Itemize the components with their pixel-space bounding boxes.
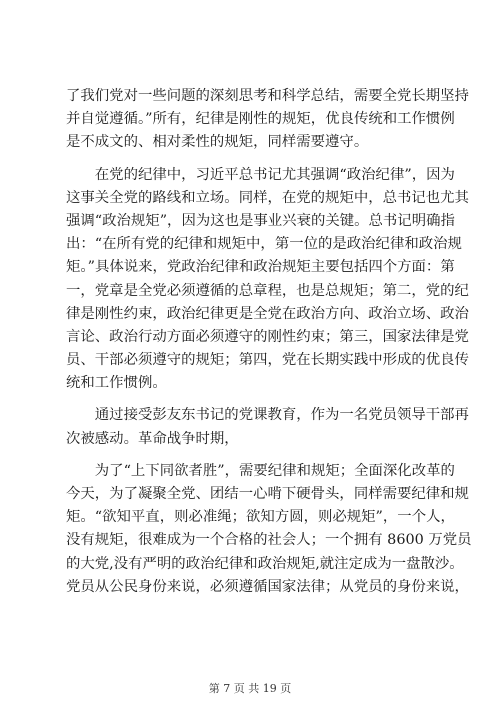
text-line: 这事关全党的路线和立场。同样，在党的规矩中，总书记也尤其 [66,189,469,206]
page-footer: 第 7 页 共 19 页 [208,682,292,695]
paragraph-spacer [66,155,444,164]
text-line: 出：“在所有党的纪律和规矩中，第一位的是政治纪律和政治规 [66,236,462,253]
text-line: 党员从公民身份来说，必须遵循国家法律；从党员的身份来说， [66,578,469,595]
text-line: 矩。“欲知平直，则必准绳；欲知方圆，则必规矩”，一个人， [66,509,455,526]
text-line: 今天，为了凝聚全党、团结一心啃下硬骨头，同样需要纪律和规 [66,486,469,502]
text-line: 是不成文的、相对柔性的规矩，同样需要遵守。 [66,134,369,151]
text-line: 为了“上下同欲者胜”，需要纪律和规矩；全面深化改革的 [66,462,455,479]
text-line: 的大党,没有严明的政治纪律和政治规矩,就注定成为一盘散沙。 [66,555,464,572]
text-line: 员、干部必须遵守的规矩；第四，党在长期实践中形成的优良传 [66,352,469,369]
text-line: 没有规矩，很难成为一个合格的社会人；一个拥有 8600 万党员 [66,532,472,549]
text-line: 通过接受彭友东书记的党课教育，作为一名党员领导干部再 [66,407,469,424]
paragraph-4 [66,460,472,599]
text-line: 统和工作惯例。 [66,375,167,392]
paragraph-2 [66,164,469,396]
text-line: 了我们党对一些问题的深刻思考和科学总结，需要全党长期坚持 [66,88,469,104]
text-line: 一，党章是全党必须遵循的总章程，也是总规矩；第二，党的纪 [66,282,469,299]
text-line: 律是刚性约束，政治纪律更是全党在政治方向、政治立场、政治 [66,305,469,322]
paragraph-spacer [66,395,444,404]
body-text [66,85,472,599]
text-line: 言论、政治行动方面必须遵守的刚性约束；第三，国家法律是党 [66,328,469,345]
paragraph-1 [66,85,469,155]
text-line: 在党的纪律中，习近平总书记尤其强调“政治纪律”，因为 [66,166,455,183]
text-line: 并自觉遵循。”所有，纪律是刚性的规矩，优良传统和工作惯例 [66,111,455,128]
paragraph-3 [66,404,469,450]
text-line: 矩。”具体说来，党政治纪律和政治规矩主要包括四个方面：第 [66,259,455,276]
paragraph-spacer [66,451,444,460]
text-line: 次被感动。革命战争时期， [66,430,239,447]
text-line: 强调“政治规矩”，因为这也是事业兴衰的关键。总书记明确指 [66,212,455,229]
